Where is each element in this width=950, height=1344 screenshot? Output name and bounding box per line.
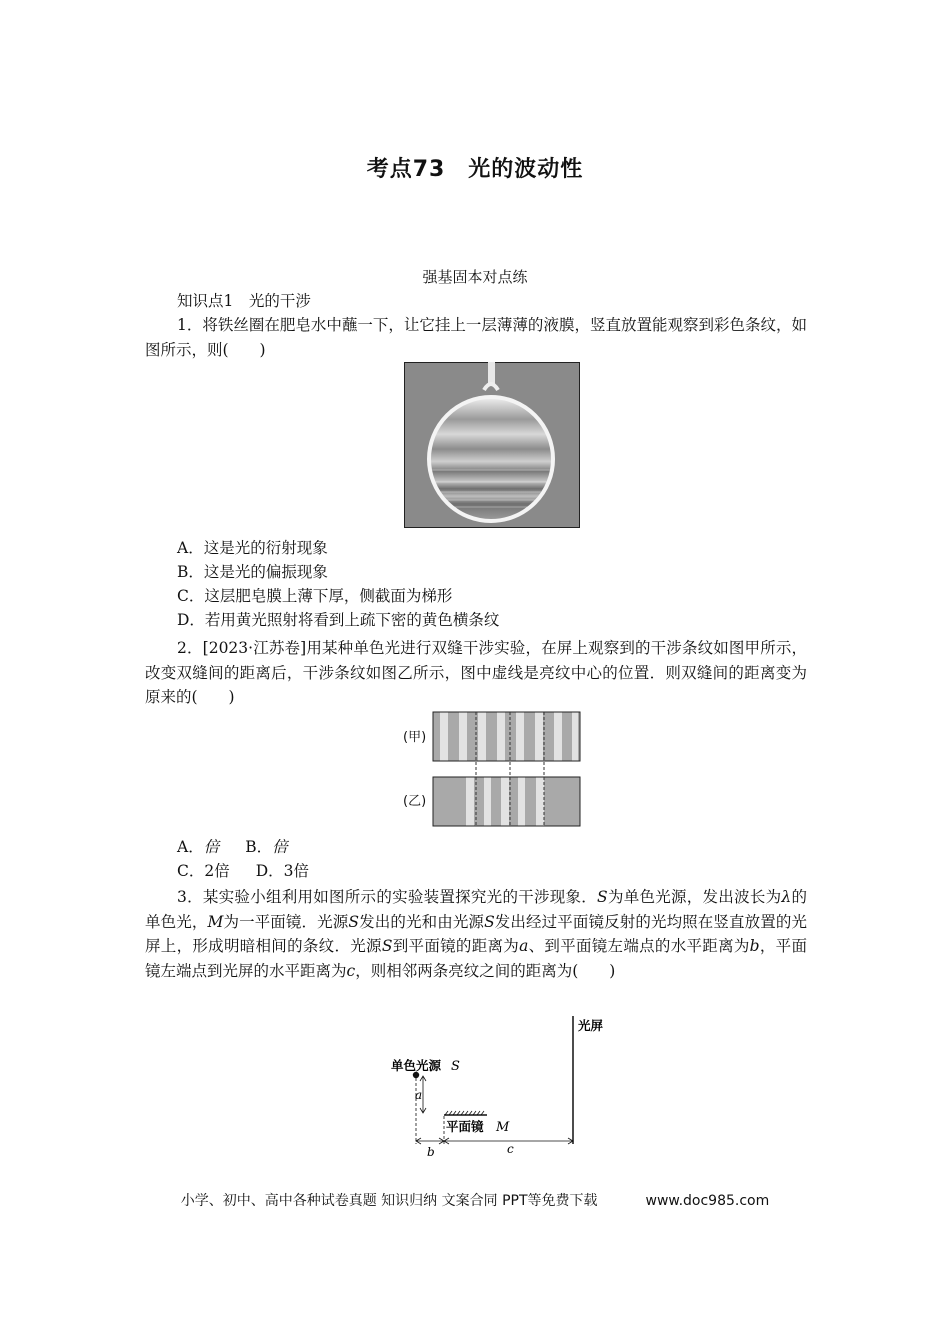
question-2-option-b-value: 倍 (272, 838, 288, 856)
source-var: S (451, 1059, 460, 1074)
question-1-option-b: B．这是光的偏振现象 (177, 563, 328, 581)
question-1-option-c: C．这层肥皂膜上薄下厚，侧截面为梯形 (177, 587, 453, 605)
source-label: 单色光源 (391, 1058, 442, 1073)
mirror-var: M (496, 1120, 510, 1135)
figure-label-jia: (甲) (403, 730, 427, 745)
question-2-options-cd (177, 859, 309, 883)
dim-c: c (507, 1142, 514, 1156)
footer-url[interactable]: www.doc985.com (645, 1193, 770, 1209)
mirror-interference-diagram (385, 1012, 605, 1160)
knowledge-point-heading: 知识点1 光的干涉 (177, 292, 311, 310)
question-1-option-a: A．这是光的衍射现象 (177, 539, 328, 557)
page-footer (0, 1190, 950, 1210)
question-3-stem: 3．某实验小组利用如图所示的实验装置探究光的干涉现象．S为单色光源，发出波长为λ的单色光，M为一平面镜．光源S发出的光和由光源S发出经过平面镜反射的光均照在竖直放置的光屏上，形成明暗相间的条纹．光源S到平面镜的距离为a、到平面镜左端点的水平距离为b，平面镜左端点到光屏的水平距离为c，则相邻两条亮纹之间的距离为( ) (145, 888, 807, 980)
question-2-option-a-value: 倍 (203, 838, 220, 856)
question-2-option-a: A． (177, 838, 204, 856)
question-2-stem: 2．[2023·江苏卷]用某种单色光进行双缝干涉实验，在屏上观察到的干涉条纹如图甲所示，改变双缝间的距离后，干涉条纹如图乙所示，图中虚线是亮纹中心的位置．则双缝间的距离变为原来的( ) (145, 639, 807, 706)
figure-label-yi: (乙) (403, 794, 427, 809)
question-1-stem: 1．将铁丝圈在肥皂水中蘸一下，让它挂上一层薄薄的液膜，竖直放置能观察到彩色条纹，如图所示，则( ) (145, 316, 807, 359)
question-1-option-d: D．若用黄光照射将看到上疏下密的黄色横条纹 (177, 611, 500, 629)
footer-text: 小学、初中、高中各种试卷真题 知识归纳 文案合同 PPT等免费下载 (180, 1193, 598, 1209)
dim-a: a (415, 1088, 423, 1102)
question-2-option-c: C．2倍 (177, 862, 230, 880)
screen-label: 光屏 (578, 1018, 604, 1033)
dim-b: b (427, 1145, 435, 1159)
interference-fringe-figure (400, 710, 585, 830)
page-title: 考点73 光的波动性 (366, 157, 584, 182)
mirror-label: 平面镜 (446, 1119, 484, 1134)
soap-film-photo (404, 362, 580, 528)
section-title: 强基固本对点练 (422, 268, 528, 286)
question-2-options-ab (177, 835, 288, 859)
question-2-option-b: B． (245, 838, 273, 856)
question-2-option-d: D．3倍 (255, 862, 310, 880)
